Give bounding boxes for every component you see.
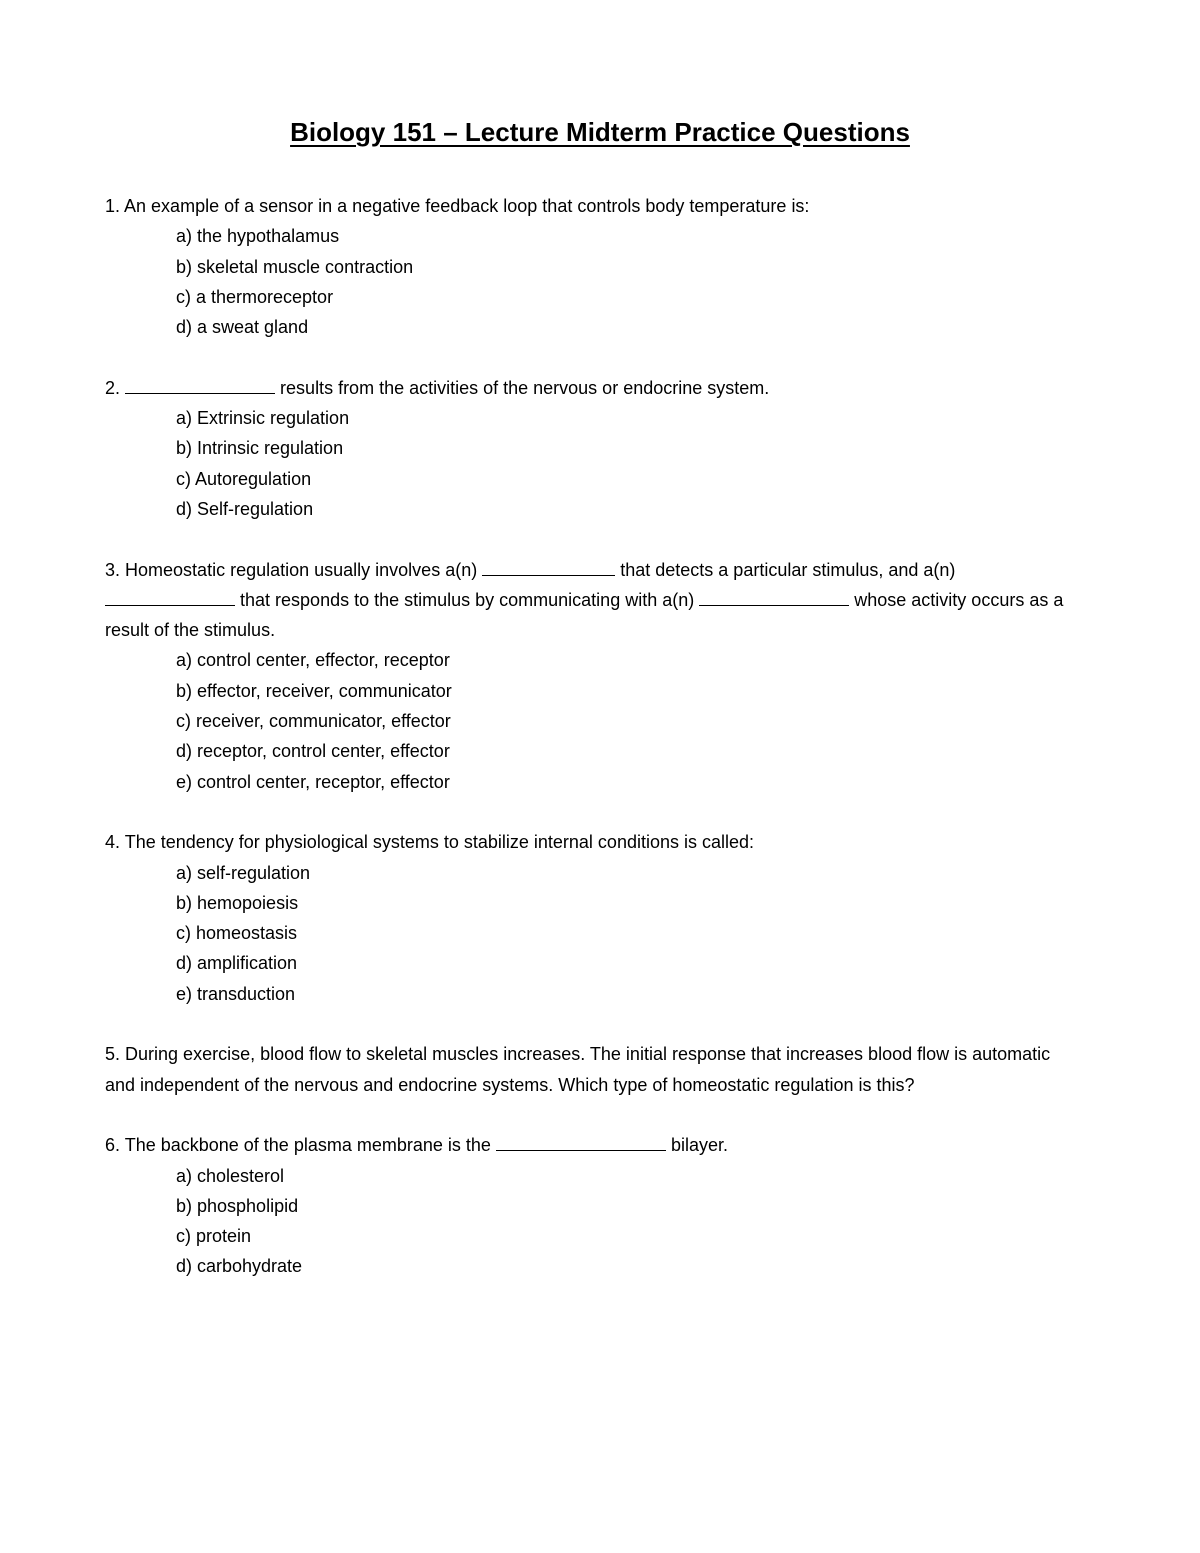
question-3 bbox=[105, 555, 1065, 797]
answer-option: e) transduction bbox=[176, 983, 296, 1004]
answer-option: d) Self-regulation bbox=[176, 498, 314, 519]
page-title: Biology 151 – Lecture Midterm Practice Questions bbox=[290, 117, 910, 147]
answer-option: a) control center, effector, receptor bbox=[176, 650, 450, 671]
fill-in-blank bbox=[482, 559, 615, 576]
question-list bbox=[105, 191, 1065, 1312]
answer-option: d) receptor, control center, effector bbox=[176, 741, 450, 762]
question-4-options bbox=[105, 858, 1065, 1009]
fill-in-blank bbox=[125, 377, 275, 394]
answer-option: a) self-regulation bbox=[176, 862, 311, 883]
question-5 bbox=[105, 1039, 1065, 1100]
question-2-stem bbox=[105, 373, 1065, 403]
question-1 bbox=[105, 191, 1065, 342]
question-2-options bbox=[105, 403, 1065, 524]
answer-option: a) cholesterol bbox=[176, 1165, 285, 1186]
question-1-stem bbox=[105, 191, 1065, 221]
question-6 bbox=[105, 1130, 1065, 1281]
fill-in-blank bbox=[699, 589, 849, 606]
answer-option: e) control center, receptor, effector bbox=[176, 771, 450, 792]
question-text: The tendency for physiological systems to stabilize internal conditions is called: bbox=[124, 832, 755, 853]
question-number: 1. bbox=[105, 196, 121, 216]
answer-option: a) Extrinsic regulation bbox=[176, 408, 350, 429]
question-text: that detects a particular stimulus, and a(n) bbox=[620, 559, 956, 580]
question-text: The backbone of the plasma membrane is the bbox=[124, 1135, 491, 1156]
question-text: bilayer. bbox=[670, 1135, 728, 1156]
question-2 bbox=[105, 373, 1065, 524]
question-1-options bbox=[105, 221, 1065, 342]
question-text: results from the activities of the nervous or endocrine system. bbox=[280, 377, 770, 398]
answer-option: d) carbohydrate bbox=[176, 1256, 303, 1277]
question-number: 3. bbox=[105, 559, 121, 580]
question-text: During exercise, blood flow to skeletal muscles increases. The initial response that increases blood flow is automatic and independent of the nervous and endocrine systems. Which type of homeostatic regulation is this? bbox=[105, 1044, 1051, 1095]
answer-option: b) effector, receiver, communicator bbox=[176, 680, 452, 701]
answer-option: c) protein bbox=[176, 1226, 252, 1247]
answer-option: c) a thermoreceptor bbox=[176, 286, 334, 307]
fill-in-blank bbox=[496, 1134, 666, 1151]
question-number: 4. bbox=[105, 832, 121, 853]
question-text: An example of a sensor in a negative feedback loop that controls body temperature is: bbox=[124, 196, 810, 216]
question-5-stem bbox=[105, 1039, 1065, 1100]
question-text: whose activity occurs as a result of the stimulus. bbox=[105, 589, 1064, 641]
question-6-options bbox=[105, 1161, 1065, 1282]
answer-option: d) a sweat gland bbox=[176, 317, 309, 338]
question-number: 2. bbox=[105, 377, 121, 398]
question-3-options bbox=[105, 645, 1065, 796]
fill-in-blank bbox=[105, 589, 235, 606]
question-6-stem bbox=[105, 1130, 1065, 1160]
question-text: Homeostatic regulation usually involves a(n) bbox=[125, 559, 478, 580]
question-text: that responds to the stimulus by communicating with a(n) bbox=[240, 589, 695, 610]
question-4 bbox=[105, 827, 1065, 1009]
answer-option: b) Intrinsic regulation bbox=[176, 438, 344, 459]
question-3-stem bbox=[105, 555, 1065, 646]
answer-option: c) receiver, communicator, effector bbox=[176, 711, 451, 732]
question-number: 6. bbox=[105, 1135, 121, 1156]
question-number: 5. bbox=[105, 1044, 121, 1065]
answer-option: b) phospholipid bbox=[176, 1195, 299, 1216]
answer-option: c) Autoregulation bbox=[176, 468, 312, 489]
answer-option: d) amplification bbox=[176, 953, 298, 974]
answer-option: b) skeletal muscle contraction bbox=[176, 256, 414, 277]
answer-option: c) homeostasis bbox=[176, 923, 298, 944]
question-4-stem bbox=[105, 827, 1065, 857]
answer-option: a) the hypothalamus bbox=[176, 226, 340, 247]
answer-option: b) hemopoiesis bbox=[176, 892, 299, 913]
